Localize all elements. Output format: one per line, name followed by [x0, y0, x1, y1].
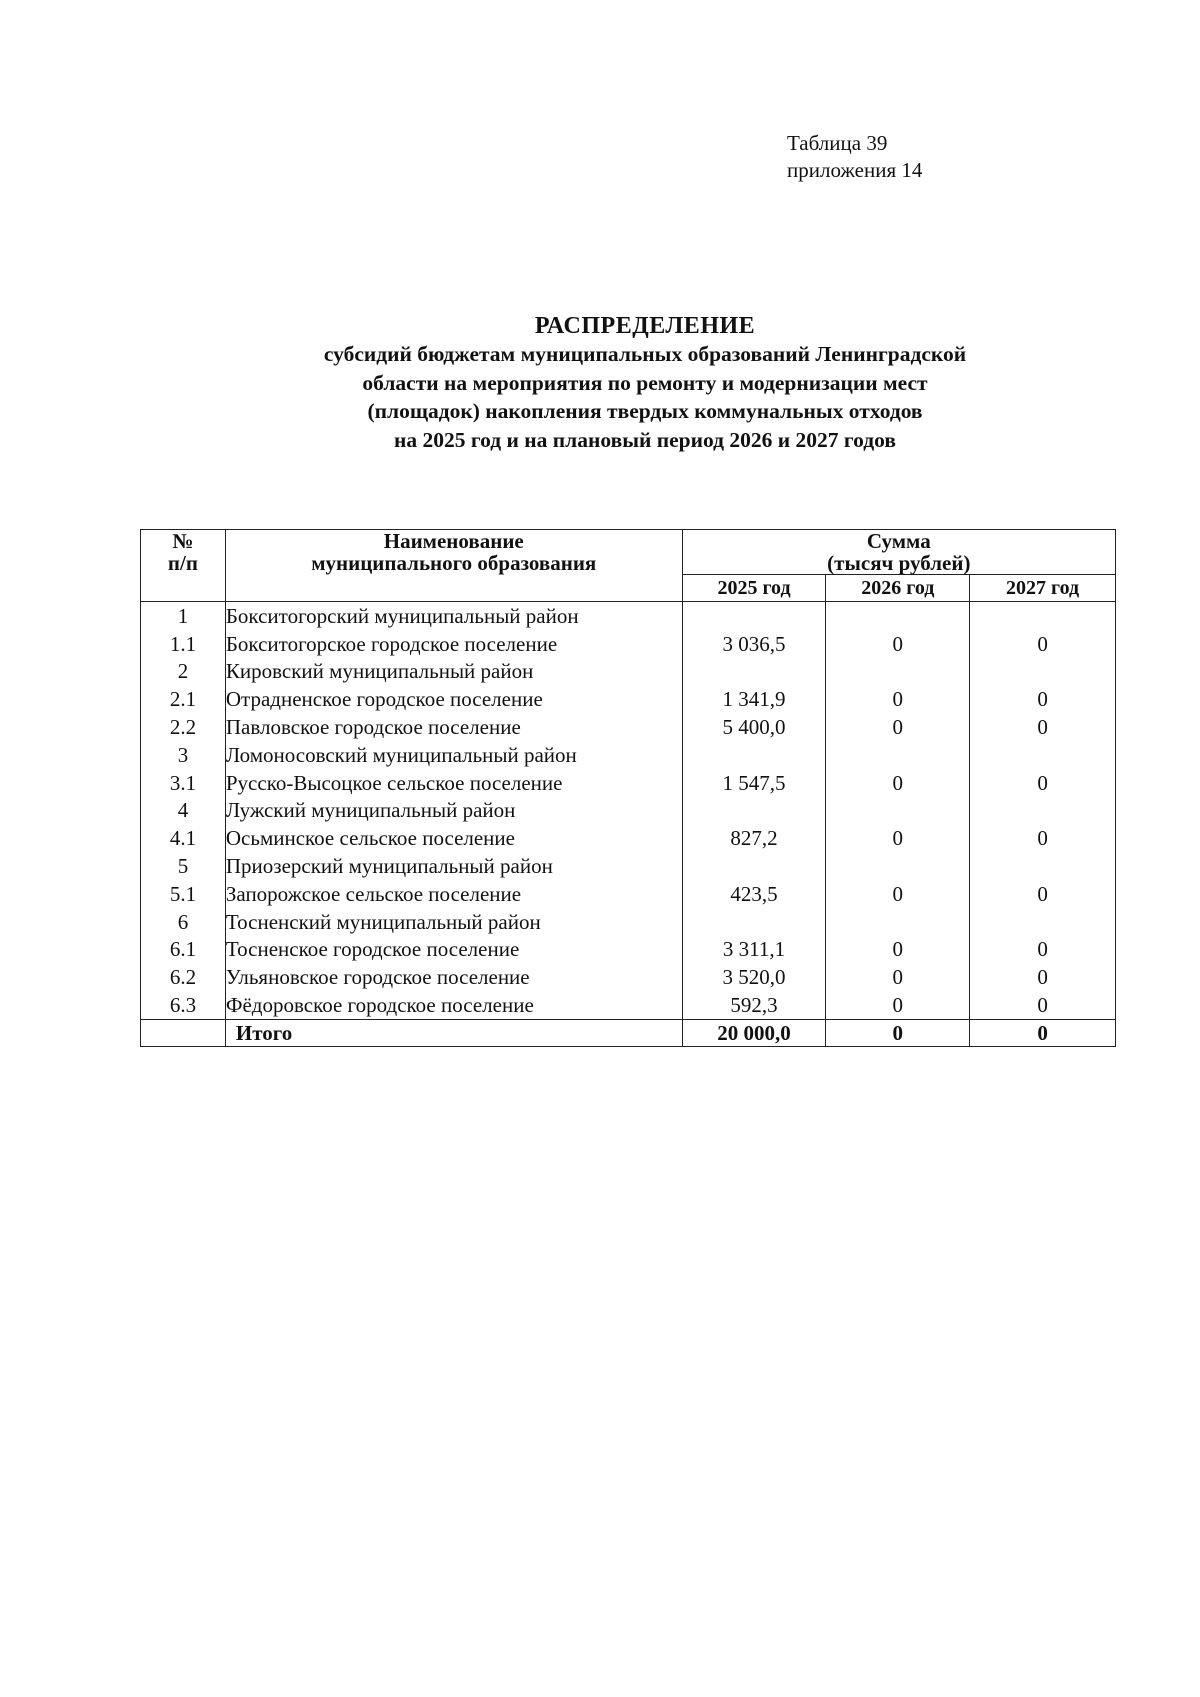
row-name: Фёдоровское городское поселение	[225, 991, 682, 1019]
row-value-2025: 1 341,9	[682, 685, 826, 713]
row-value-2026	[826, 602, 970, 630]
row-value-2026: 0	[826, 769, 970, 797]
header-number-abbrev: п/п	[167, 551, 198, 575]
row-number: 1.1	[141, 630, 226, 658]
row-value-2027	[970, 797, 1116, 825]
row-value-2027: 0	[970, 685, 1116, 713]
header-name	[225, 530, 682, 602]
row-value-2026: 0	[826, 880, 970, 908]
row-value-2025: 423,5	[682, 880, 826, 908]
row-value-2026	[826, 852, 970, 880]
row-number: 3	[141, 741, 226, 769]
header-sum-line1: Сумма	[866, 529, 931, 553]
row-value-2025: 5 400,0	[682, 713, 826, 741]
table-row	[141, 713, 1116, 741]
row-name: Тосненский муниципальный район	[225, 908, 682, 936]
row-number: 6	[141, 908, 226, 936]
row-value-2025: 1 547,5	[682, 769, 826, 797]
row-name: Павловское городское поселение	[225, 713, 682, 741]
title-line-1: субсидий бюджетам муниципальных образований Ленинградской	[323, 342, 967, 366]
row-number: 6.2	[141, 963, 226, 991]
table-row	[141, 658, 1116, 686]
table-row	[141, 963, 1116, 991]
row-value-2026: 0	[826, 630, 970, 658]
table-row	[141, 908, 1116, 936]
table-reference	[787, 130, 922, 184]
row-value-2026: 0	[826, 936, 970, 964]
row-name: Осьминское сельское поселение	[225, 824, 682, 852]
row-value-2026	[826, 658, 970, 686]
row-value-2027: 0	[970, 991, 1116, 1019]
row-name: Запорожское сельское поселение	[225, 880, 682, 908]
row-value-2026	[826, 797, 970, 825]
row-value-2026	[826, 741, 970, 769]
table-row	[141, 602, 1116, 630]
row-value-2025	[682, 908, 826, 936]
row-number: 5	[141, 852, 226, 880]
row-value-2025: 3 311,1	[682, 936, 826, 964]
row-value-2025: 592,3	[682, 991, 826, 1019]
row-number: 6.1	[141, 936, 226, 964]
row-value-2027	[970, 908, 1116, 936]
appendix-number: приложения 14	[787, 158, 923, 182]
row-value-2027: 0	[970, 769, 1116, 797]
table-row	[141, 852, 1116, 880]
row-value-2027: 0	[970, 824, 1116, 852]
table-row	[141, 769, 1116, 797]
row-name: Русско-Высоцкое сельское поселение	[225, 769, 682, 797]
row-number: 3.1	[141, 769, 226, 797]
header-sum	[682, 530, 1115, 575]
title-main: РАСПРЕДЕЛЕНИЕ	[534, 313, 756, 339]
row-number: 4.1	[141, 824, 226, 852]
total-value-2027: 0	[970, 1019, 1116, 1046]
row-value-2027: 0	[970, 880, 1116, 908]
row-value-2027	[970, 852, 1116, 880]
total-value-2026: 0	[826, 1019, 970, 1046]
row-number: 2.2	[141, 713, 226, 741]
row-value-2026	[826, 908, 970, 936]
row-name: Отрадненское городское поселение	[225, 685, 682, 713]
row-value-2027: 0	[970, 936, 1116, 964]
header-number-symbol: №	[172, 529, 194, 553]
row-value-2027: 0	[970, 630, 1116, 658]
row-number: 2.1	[141, 685, 226, 713]
row-value-2025	[682, 658, 826, 686]
total-value-2025: 20 000,0	[682, 1019, 826, 1046]
row-value-2026: 0	[826, 824, 970, 852]
header-year-2026: 2026 год	[826, 575, 970, 602]
table-row	[141, 797, 1116, 825]
title-line-4: на 2025 год и на плановый период 2026 и 2027 годов	[394, 427, 896, 452]
header-year-2025: 2025 год	[682, 575, 826, 602]
row-number: 6.3	[141, 991, 226, 1019]
header-name-line1: Наименование	[383, 529, 524, 553]
table-row	[141, 685, 1116, 713]
header-name-line2: муниципального образования	[311, 551, 597, 575]
row-name: Ломоносовский муниципальный район	[225, 741, 682, 769]
row-number: 2	[141, 658, 226, 686]
row-value-2025	[682, 741, 826, 769]
row-value-2027: 0	[970, 963, 1116, 991]
row-value-2026: 0	[826, 713, 970, 741]
row-value-2025	[682, 602, 826, 630]
distribution-table	[140, 529, 1116, 1047]
header-number	[141, 530, 226, 602]
row-value-2026: 0	[826, 685, 970, 713]
row-value-2025: 3 520,0	[682, 963, 826, 991]
header-year-2027: 2027 год	[970, 575, 1116, 602]
row-value-2027	[970, 741, 1116, 769]
row-value-2025: 3 036,5	[682, 630, 826, 658]
row-value-2025	[682, 797, 826, 825]
row-name: Лужский муниципальный район	[225, 797, 682, 825]
document-title	[120, 312, 1170, 454]
total-row	[141, 1019, 1116, 1046]
table-row	[141, 936, 1116, 964]
table-row	[141, 991, 1116, 1019]
title-line-2: области на мероприятия по ремонту и модернизации мест	[362, 370, 928, 395]
row-value-2026: 0	[826, 991, 970, 1019]
row-number: 1	[141, 602, 226, 630]
row-number: 5.1	[141, 880, 226, 908]
table-row	[141, 880, 1116, 908]
table-row	[141, 630, 1116, 658]
row-number: 4	[141, 797, 226, 825]
total-label: Итого	[225, 1019, 682, 1046]
total-number-cell	[141, 1019, 226, 1046]
row-name: Бокситогорский муниципальный район	[225, 602, 682, 630]
row-name: Ульяновское городское поселение	[225, 963, 682, 991]
row-name: Бокситогорское городское поселение	[225, 630, 682, 658]
table-row	[141, 824, 1116, 852]
header-sum-line2: (тысяч рублей)	[827, 551, 971, 575]
row-name: Кировский муниципальный район	[225, 658, 682, 686]
title-line-3: (площадок) накопления твердых коммунальных отходов	[367, 399, 923, 423]
row-value-2027: 0	[970, 713, 1116, 741]
row-value-2025: 827,2	[682, 824, 826, 852]
row-value-2027	[970, 602, 1116, 630]
table-row	[141, 741, 1116, 769]
row-value-2026: 0	[826, 963, 970, 991]
row-name: Тосненское городское поселение	[225, 936, 682, 964]
row-value-2027	[970, 658, 1116, 686]
row-value-2025	[682, 852, 826, 880]
table-number: Таблица 39	[787, 131, 888, 155]
row-name: Приозерский муниципальный район	[225, 852, 682, 880]
